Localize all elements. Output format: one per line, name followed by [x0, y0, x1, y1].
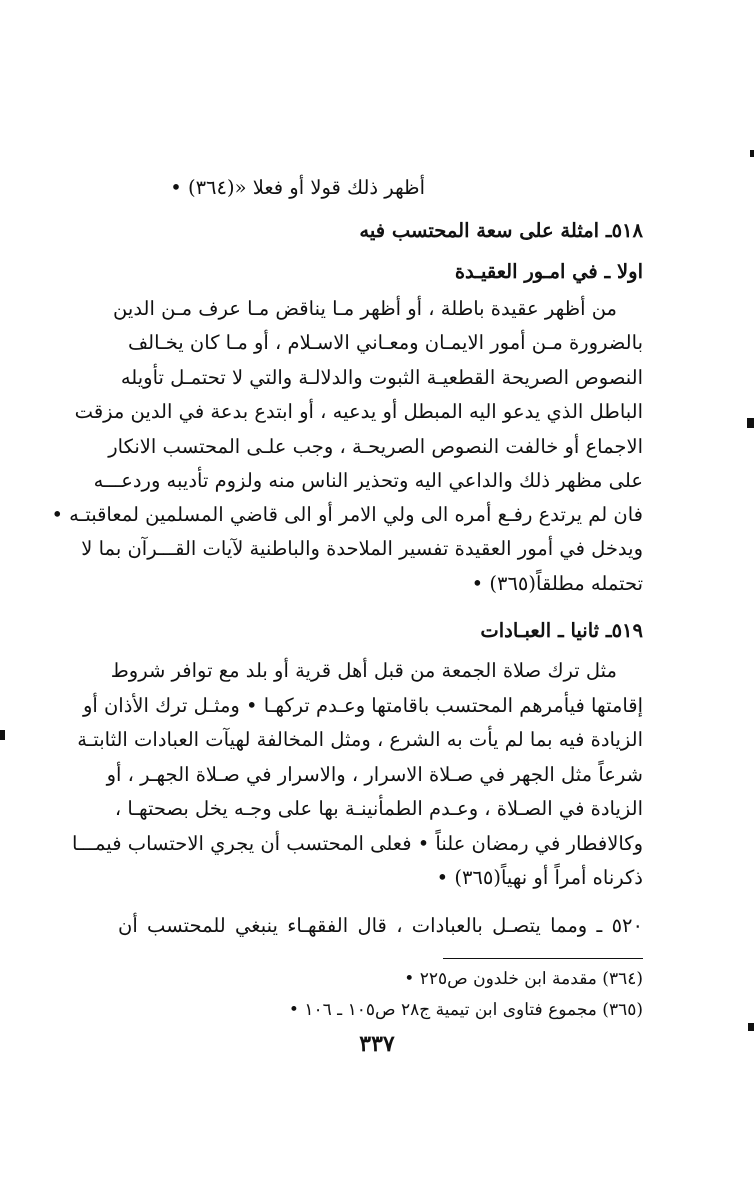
section-518-line-8: ويدخل في أمور العقيدة تفسير الملاحدة والباطنية لآيات القـــرآن بما لا: [81, 537, 643, 560]
section-518-line-9: تحتمله مطلقاً(٣٦٥) •: [471, 572, 643, 595]
scan-mark-middle: [747, 418, 754, 428]
scan-mark-bottom: [748, 1023, 754, 1031]
section-518-line-6: على مظهر ذلك والداعي اليه وتحذير الناس منه ولزوم تأديبه وردعـــه: [93, 469, 643, 492]
scan-mark-top: [750, 150, 754, 157]
section-518-heading: ٥١٨ـ امثلة على سعة المحتسب فيه: [359, 219, 643, 242]
footnote-364: (٣٦٤) مقدمة ابن خلدون ص٢٢٥ •: [404, 969, 643, 989]
section-519-line-4: شرعاً مثل الجهر في صـلاة الاسرار ، والاسرار في صـلاة الجهـر ، أو: [106, 763, 643, 786]
section-519-line-1: مثل ترك صلاة الجمعة من قبل أهل قرية أو بلد مع توافر شروط: [110, 659, 617, 682]
section-518-line-4: الباطل الذي يدعو اليه المبطل أو يدعيه ، أو ابتدع بدعة في الدين مزقت: [74, 400, 643, 423]
section-518-line-2: بالضرورة مـن أمور الايمـان ومعـاني الاسـلام ، أو مـا كان يخـالف: [127, 331, 643, 354]
page-number: ٣٣٧: [359, 1031, 395, 1057]
footnote-divider: [443, 958, 643, 959]
section-518-line-1: من أظهر عقيدة باطلة ، أو أظهر مـا يناقض مـا عرف مـن الدين: [113, 297, 617, 320]
section-519-line-2: إقامتها فيأمرهم المحتسب باقامتها وعـدم تركهـا • ومثـل ترك الأذان أو: [82, 694, 643, 717]
opening-line: أظهر ذلك قولا أو فعلا «(٣٦٤) •: [170, 176, 425, 199]
section-518-line-5: الاجماع أو خالفت النصوص الصريحـة ، وجب علـى المحتسب الانكار: [108, 435, 643, 458]
section-519-line-5: الزيادة في الصـلاة ، وعـدم الطمأنينـة بها على وجـه يخل بصحتهـا ،: [114, 797, 643, 820]
section-519-line-6: وكالافطار في رمضان علناً • فعلى المحتسب أن يجري الاحتساب فيمـــا: [71, 832, 643, 855]
section-518-line-7: فان لم يرتدع رفـع أمره الى ولي الامر أو الى قاضي المسلمين لمعاقبتـه •: [51, 503, 643, 526]
section-518-subheading: اولا ـ في امـور العقيـدة: [454, 260, 643, 283]
section-518-line-3: النصوص الصريحة القطعيـة الثبوت والدلالـة والتي لا تحتمـل تأويله: [120, 366, 643, 389]
section-520-line: ٥٢٠ ـ ومما يتصـل بالعبادات ، قال الفقهـاء ينبغي للمحتسب أن: [118, 914, 643, 937]
section-519-heading: ٥١٩ـ ثانيا ـ العبـادات: [480, 619, 643, 642]
scan-mark-middle-left: [0, 730, 5, 740]
footnote-365: (٣٦٥) مجموع فتاوى ابن تيمية ج٢٨ ص١٠٥ ـ ١٠٦ •: [288, 1000, 643, 1020]
section-519-line-7: ذكرناه أمراً أو نهياً(٣٦٥) •: [436, 866, 643, 889]
section-519-line-3: الزيادة فيه بما لم يأت به الشرع ، ومثل المخالفة لهيآت العبادات الثابتـة: [77, 728, 643, 751]
